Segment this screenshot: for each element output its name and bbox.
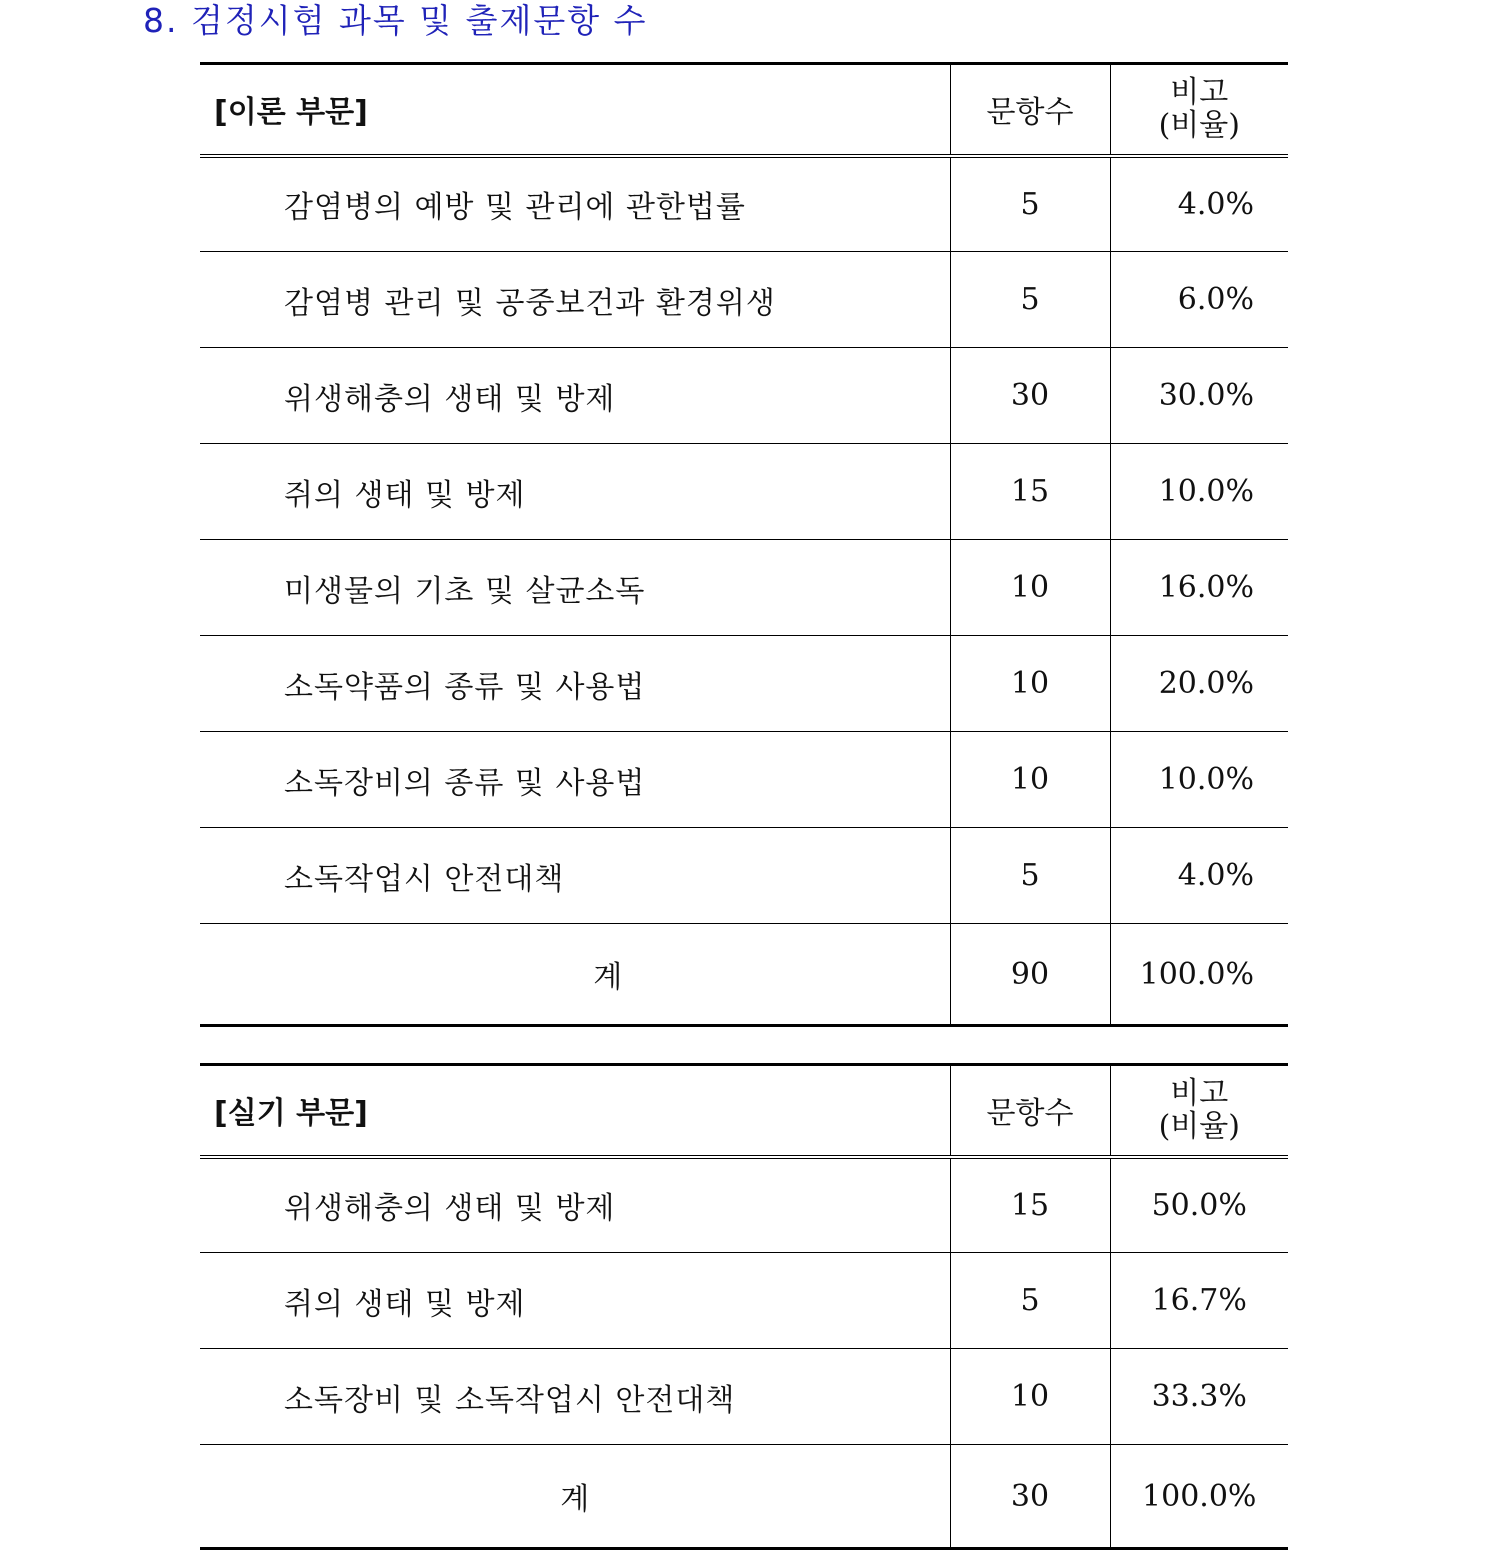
theory-total-row — [200, 924, 1288, 1026]
practice-note-header-line1: 비고 — [1170, 1076, 1229, 1112]
table-row — [200, 1349, 1288, 1445]
table-row — [200, 444, 1288, 540]
subject-cell: 감염병 관리 및 공중보건과 환경위생 — [200, 252, 950, 348]
subject-cell: 소독장비 및 소독작업시 안전대책 — [200, 1349, 950, 1445]
ratio-cell: 4.0% — [1110, 156, 1288, 252]
count-cell: 15 — [950, 444, 1110, 540]
count-cell: 10 — [950, 1349, 1110, 1445]
ratio-cell: 6.0% — [1110, 252, 1288, 348]
practice-note-header-line2: (비율) — [1158, 1109, 1240, 1145]
practice-table — [200, 1063, 1288, 1550]
practice-total-row — [200, 1445, 1288, 1549]
ratio-cell: 4.0% — [1110, 828, 1288, 924]
table-row — [200, 156, 1288, 252]
subject-cell: 쥐의 생태 및 방제 — [200, 444, 950, 540]
practice-section-label: [실기 부문] — [200, 1065, 950, 1157]
subject-cell: 소독작업시 안전대책 — [200, 828, 950, 924]
total-ratio: 100.0% — [1110, 1445, 1288, 1549]
table-row — [200, 540, 1288, 636]
count-cell: 30 — [950, 348, 1110, 444]
count-cell: 5 — [950, 252, 1110, 348]
subject-cell: 소독약품의 종류 및 사용법 — [200, 636, 950, 732]
theory-note-header-line1: 비고 — [1170, 75, 1229, 111]
table-row — [200, 348, 1288, 444]
theory-count-header: 문항수 — [950, 64, 1110, 156]
total-ratio: 100.0% — [1110, 924, 1288, 1026]
subject-cell: 소독장비의 종류 및 사용법 — [200, 732, 950, 828]
table-row — [200, 732, 1288, 828]
table-row — [200, 1157, 1288, 1253]
count-cell: 10 — [950, 540, 1110, 636]
count-cell: 10 — [950, 732, 1110, 828]
theory-section-label: [이론 부문] — [200, 64, 950, 156]
subject-cell: 쥐의 생태 및 방제 — [200, 1253, 950, 1349]
total-count: 30 — [950, 1445, 1110, 1549]
theory-note-header-line2: (비율) — [1158, 108, 1240, 144]
theory-header-row — [200, 64, 1288, 156]
practice-count-header: 문항수 — [950, 1065, 1110, 1157]
table-row — [200, 636, 1288, 732]
ratio-cell: 10.0% — [1110, 732, 1288, 828]
ratio-cell: 16.7% — [1110, 1253, 1288, 1349]
ratio-cell: 33.3% — [1110, 1349, 1288, 1445]
subject-cell: 위생해충의 생태 및 방제 — [200, 348, 950, 444]
table-row — [200, 252, 1288, 348]
practice-note-header — [1110, 1065, 1288, 1157]
count-cell: 10 — [950, 636, 1110, 732]
practice-header-row — [200, 1065, 1288, 1157]
subject-cell: 미생물의 기초 및 살균소독 — [200, 540, 950, 636]
count-cell: 5 — [950, 1253, 1110, 1349]
ratio-cell: 30.0% — [1110, 348, 1288, 444]
theory-note-header — [1110, 64, 1288, 156]
table-row — [200, 828, 1288, 924]
count-cell: 5 — [950, 828, 1110, 924]
ratio-cell: 16.0% — [1110, 540, 1288, 636]
ratio-cell: 50.0% — [1110, 1157, 1288, 1253]
total-label: 계 — [200, 1445, 950, 1549]
total-count: 90 — [950, 924, 1110, 1026]
subject-cell: 위생해충의 생태 및 방제 — [200, 1157, 950, 1253]
subject-cell: 감염병의 예방 및 관리에 관한법률 — [200, 156, 950, 252]
total-label: 계 — [200, 924, 950, 1026]
count-cell: 5 — [950, 156, 1110, 252]
ratio-cell: 20.0% — [1110, 636, 1288, 732]
page-title: 8. 검정시험 과목 및 출제문항 수 — [143, 1, 648, 40]
table-row — [200, 1253, 1288, 1349]
count-cell: 15 — [950, 1157, 1110, 1253]
theory-table — [200, 62, 1288, 1027]
ratio-cell: 10.0% — [1110, 444, 1288, 540]
